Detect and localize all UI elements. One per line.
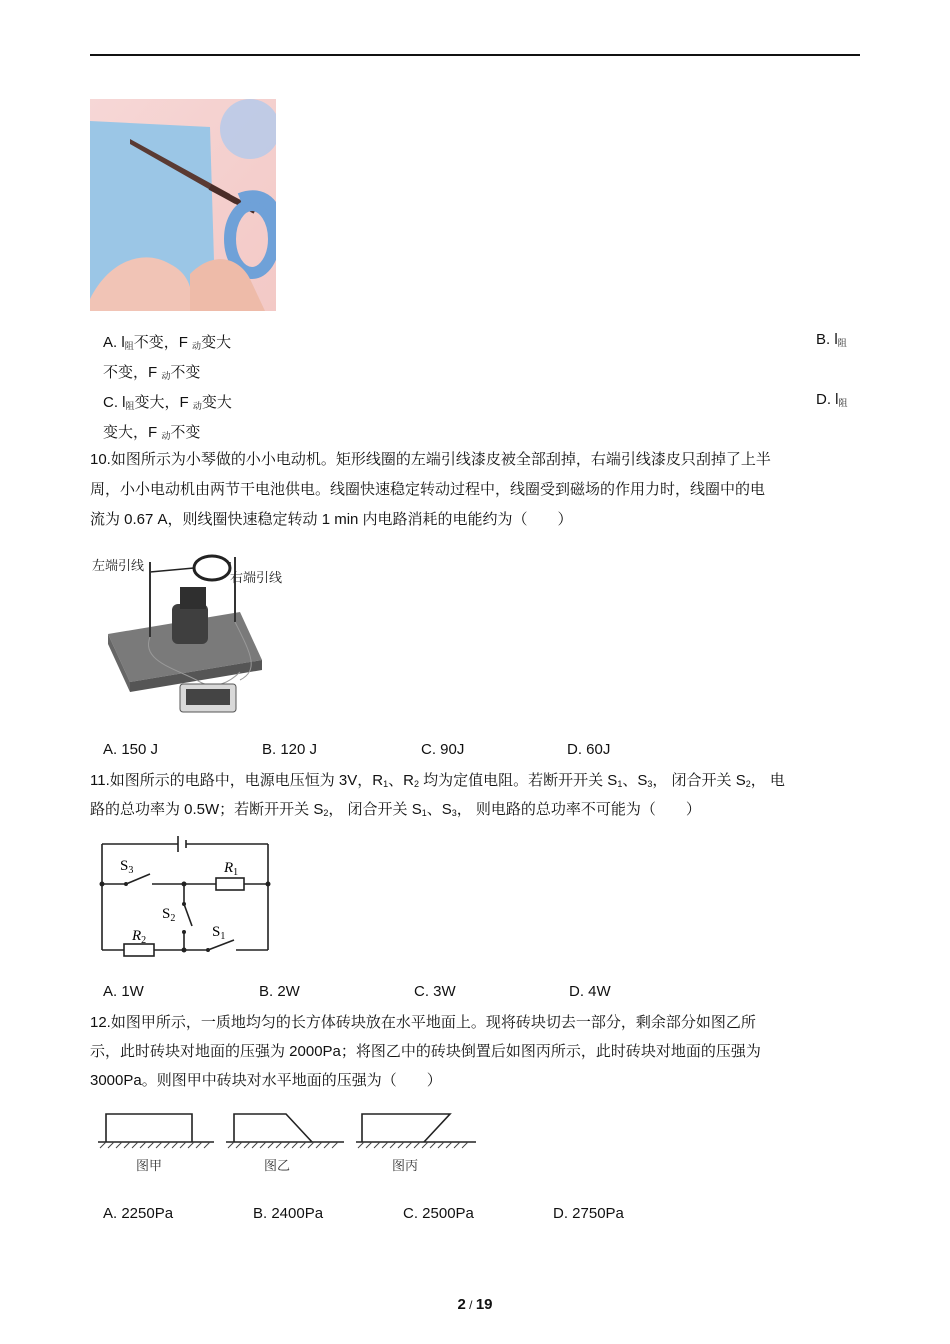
q10-option-d[interactable]: D. 60J — [567, 741, 611, 758]
q11-stem-line-1: 11.如图所示的电路中，电源电压恒为 3V，$R_1$、$R_2$ 均为定值电阻。若断开开关 $S_1$、$S_3$， 闭合开关 $S_2$， 电 — [90, 772, 785, 789]
right-lead-label: 右端引线 — [230, 570, 283, 585]
q9-option-d[interactable]: D. $l_阻$ — [816, 391, 848, 408]
left-lead-label: 左端引线 — [92, 558, 145, 573]
q12-stem-line-1: 12.如图甲所示，一质地均匀的长方体砖块放在水平地面上。现将砖块切去一部分，剩余部分如图乙所 — [90, 1014, 756, 1031]
s2-label: $S_2$ — [162, 906, 176, 924]
q10-option-b[interactable]: B. 120 J — [262, 741, 318, 758]
circuit-figure — [92, 832, 272, 962]
q10-stem-line-1: 10.如图所示为小琴做的小小电动机。矩形线圈的左端引线漆皮被全部刮掉，右端引线漆皮只刮掉了上半 — [90, 451, 771, 468]
q10-option-c[interactable]: C. 90J — [421, 741, 465, 758]
figure-jia-label: 图甲 — [136, 1158, 163, 1173]
q9-option-b[interactable]: B. $l_阻$ — [816, 331, 847, 348]
q9-option-a[interactable]: A. $l_阻$不变，F $_动$变大 — [103, 334, 232, 351]
q11-option-c[interactable]: C. 3W — [414, 983, 456, 1000]
header-rule — [90, 54, 860, 56]
figure-yi-label: 图乙 — [264, 1158, 291, 1173]
q12-option-a[interactable]: A. 2250Pa — [103, 1205, 174, 1222]
q9-option-b-continued: 不变，F $_动$不变 — [103, 364, 201, 381]
q10-option-a[interactable]: A. 150 J — [103, 741, 159, 758]
figure-bing-label: 图丙 — [392, 1158, 419, 1173]
q9-option-d-continued: 变大，F $_动$不变 — [103, 424, 201, 441]
q11-option-d[interactable]: D. 4W — [569, 983, 611, 1000]
q11-option-a[interactable]: A. 1W — [103, 983, 144, 1000]
r2-label: $R_2$ — [132, 928, 147, 946]
page-number: 2 / 19 — [457, 1296, 493, 1313]
q12-stem-line-2: 示，此时砖块对地面的压强为 2000Pa；将图乙中的砖块倒置后如图丙所示，此时砖块对地面的压强为 — [90, 1043, 761, 1060]
s3-label: $S_3$ — [120, 858, 134, 876]
q12-option-d[interactable]: D. 2750Pa — [553, 1205, 624, 1222]
q11-option-b[interactable]: B. 2W — [259, 983, 300, 1000]
q12-stem-line-3: 3000Pa。则图甲中砖块对水平地面的压强为（ ） — [90, 1072, 442, 1089]
q12-option-b[interactable]: B. 2400Pa — [253, 1205, 324, 1222]
s1-label: $S_1$ — [212, 924, 226, 942]
q9-option-c[interactable]: C. $l_阻$变大，F $_动$变大 — [103, 394, 232, 411]
brick-figures — [90, 1104, 490, 1180]
q10-stem-line-2: 周，小小电动机由两节干电池供电。线圈快速稳定转动过程中，线圈受到磁场的作用力时，线圈中的电 — [90, 481, 766, 498]
scissors-photo — [90, 99, 276, 311]
r1-label: $R_1$ — [224, 860, 239, 878]
q11-stem-line-2: 路的总功率为 0.5W；若断开开关 $S_2$， 闭合开关 $S_1$、$S_3$， 则电路的总功率不可能为（ ） — [90, 801, 701, 818]
motor-figure — [90, 542, 290, 722]
q10-stem-line-3: 流为 0.67 A，则线圈快速稳定转动 1 min 内电路消耗的电能约为（ ） — [90, 511, 573, 528]
q12-option-c[interactable]: C. 2500Pa — [403, 1205, 474, 1222]
